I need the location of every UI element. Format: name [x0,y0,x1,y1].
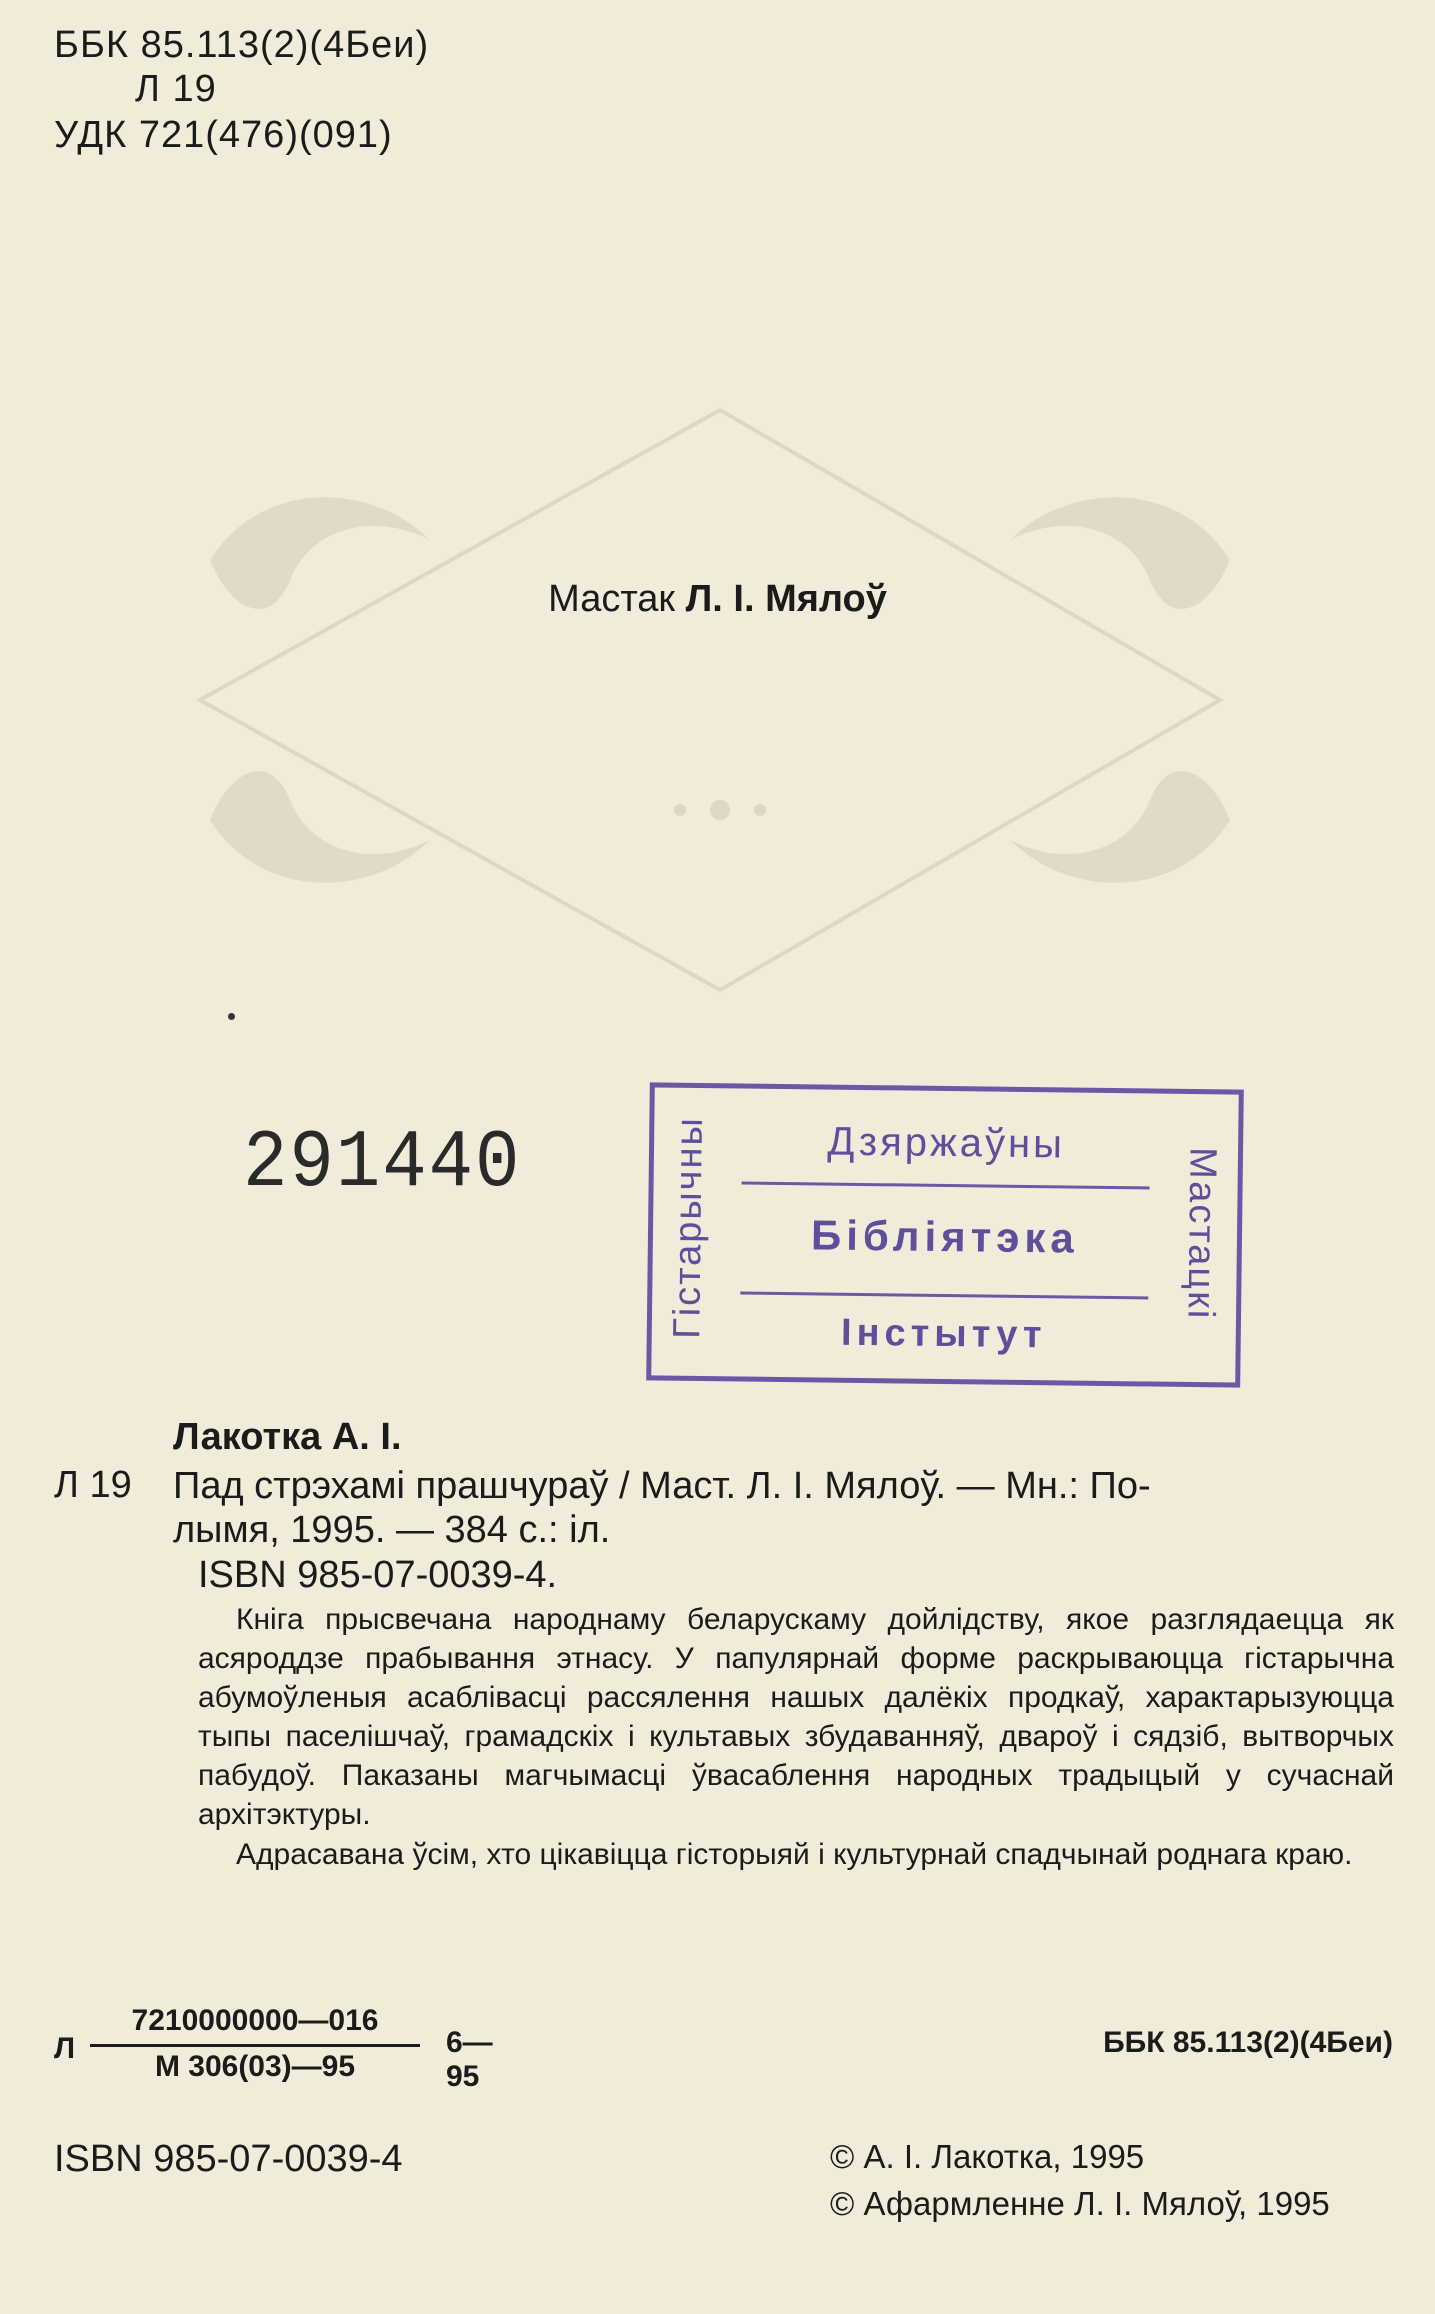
stamp-right-text: Мастацкі [1179,1147,1224,1321]
card-author: Лакотка А. І. [173,1416,402,1458]
author-mark: Л 19 [135,68,217,110]
artist-label: Мастак [548,578,676,620]
stamp-left-text: Гістарычны [666,1116,711,1340]
publishing-code-fraction [54,2004,514,2094]
stamp-divider-top [742,1182,1150,1190]
stamp-top-text: Дзяржаўны [827,1119,1066,1167]
bbk-code-bottom: ББК 85.113(2)(4Беи) [1103,2026,1393,2059]
library-stamp [646,1082,1244,1387]
udk-code: УДК 721(476)(091) [54,114,393,156]
card-annotation-audience: Адрасавана ўсім, хто цікавіцца гісторыяй і культурнай спадчынай роднага краю. [236,1838,1353,1871]
card-title-line-1: Пад стрэхамі прашчураў / Маст. Л. І. Мялоў. — Мн.: По- [173,1465,1151,1507]
artist-credit [0,578,1435,621]
inventory-number: 291440 [243,1118,522,1211]
card-title-line-2: лымя, 1995. — 384 с.: іл. [173,1509,611,1551]
stamp-middle-text: Бібліятэка [810,1211,1080,1262]
stamp-divider-bottom [740,1292,1148,1300]
bbk-code: ББК 85.113(2)(4Беи) [54,24,430,66]
fraction-denominator: М 306(03)—95 [154,2050,356,2083]
copyright-design: © Афармленне Л. І. Мялоў, 1995 [830,2185,1330,2222]
fraction-bar [90,2044,420,2047]
copyright-author: © А. І. Лакотка, 1995 [830,2138,1145,2175]
card-call-number: Л 19 [54,1464,132,1506]
isbn-bottom: ISBN 985-07-0039-4 [54,2138,403,2180]
fraction-numerator: 7210000000—016 [131,2004,379,2037]
fraction-prefix: Л [54,2032,76,2065]
fraction-suffix: 6—95 [446,2026,493,2093]
card-annotation: Кніга прысвечана народнаму беларускаму дойлідству, якое разглядаецца як асяроддзе прабывання этнасу. У папулярнай форме раскрываюцца гістарычна абумоўленыя асаблівасці рассялення нашых далёкіх продкаў, характарызуюцца тыпы паселішчаў, грамадскіх і культавых збудаванняў, двароў і сядзіб, вытворчых пабудоў. Паказаны магчымасці ўвасаблення народных традыцый у сучаснай архітэктуры. [198,1603,1394,1831]
ink-dot [228,1013,235,1020]
artist-name: Л. І. Мялоў [685,578,887,620]
card-isbn: ISBN 985-07-0039-4. [198,1554,558,1596]
stamp-bottom-text: Інстытут [840,1311,1047,1357]
